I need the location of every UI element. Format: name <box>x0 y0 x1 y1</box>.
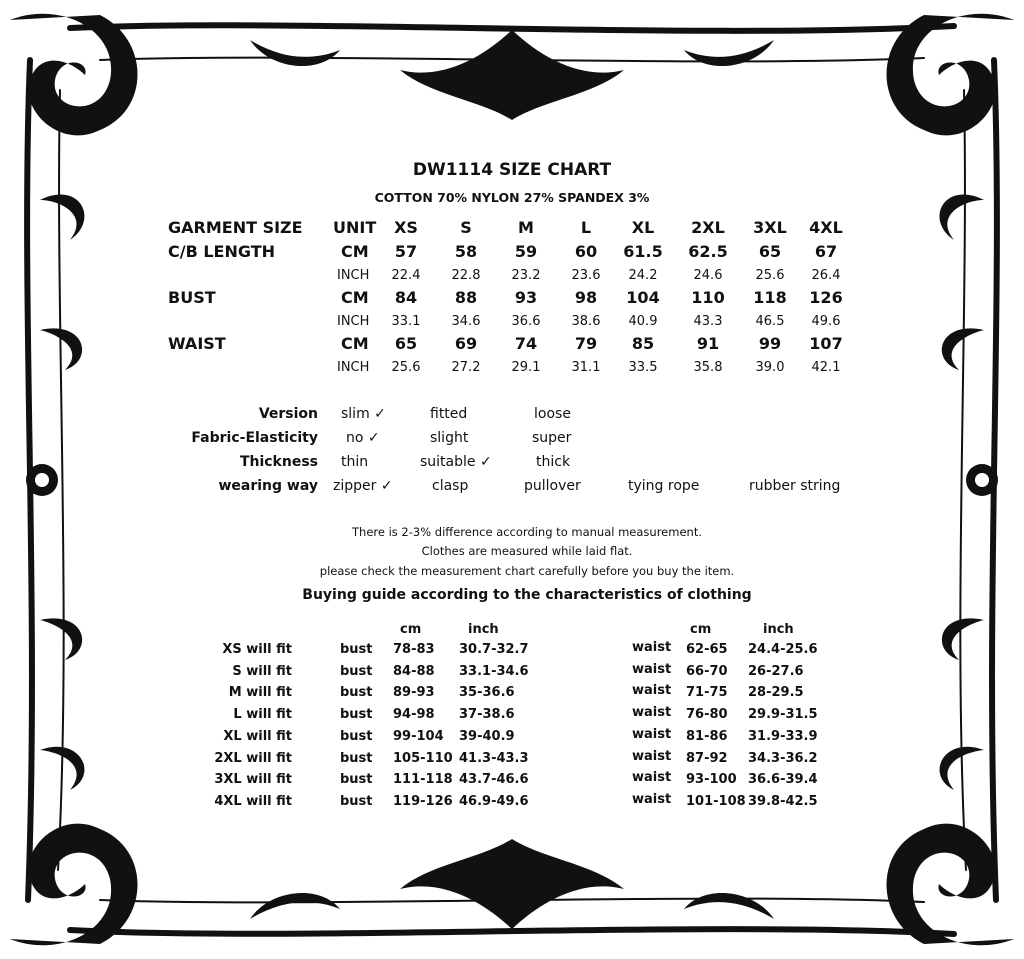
guide-bust-label: bust <box>340 664 373 679</box>
value-inch: 40.9 <box>628 314 658 329</box>
attribute-option: pullover <box>524 478 581 494</box>
value-inch: 39.0 <box>755 360 785 375</box>
value-cm: 65 <box>394 334 418 353</box>
note-line: Clothes are measured while laid flat. <box>421 544 633 558</box>
attribute-option: zipper ✓ <box>333 478 393 494</box>
value-inch: 27.2 <box>451 360 481 375</box>
guide-bust-cm: 111-118 <box>393 772 453 787</box>
measurement-label: BUST <box>168 288 216 307</box>
size-header: XL <box>631 218 655 237</box>
guide-bust-cm: 105-110 <box>393 751 453 766</box>
attribute-option: super <box>532 430 572 446</box>
guide-bust-label: bust <box>340 685 373 700</box>
guide-waist-label: waist <box>632 749 672 764</box>
guide-bust-cm: 78-83 <box>393 642 435 657</box>
value-cm: 118 <box>753 288 787 307</box>
guide-fit-label: S will fit <box>232 664 292 679</box>
attribute-option: thick <box>536 454 571 470</box>
value-cm: 74 <box>514 334 538 353</box>
value-cm: 58 <box>454 242 478 261</box>
value-inch: 29.1 <box>511 360 541 375</box>
value-cm: 98 <box>574 288 598 307</box>
value-cm: 84 <box>394 288 418 307</box>
value-cm: 69 <box>454 334 478 353</box>
value-inch: 23.6 <box>571 268 601 283</box>
attribute-label: Fabric-Elasticity <box>191 430 318 446</box>
guide-waist-inch: 34.3-36.2 <box>748 751 818 766</box>
guide-col-cm-waist: cm <box>690 622 712 637</box>
attribute-option: suitable ✓ <box>420 454 492 470</box>
guide-waist-cm: 87-92 <box>686 751 728 766</box>
guide-fit-label: XS will fit <box>222 642 292 657</box>
value-inch: 36.6 <box>511 314 541 329</box>
guide-waist-label: waist <box>632 640 672 655</box>
guide-waist-label: waist <box>632 727 672 742</box>
attribute-option: fitted <box>430 406 468 422</box>
value-inch: 22.8 <box>451 268 481 283</box>
size-header: S <box>460 218 472 237</box>
guide-fit-label: 4XL will fit <box>214 794 292 809</box>
size-header: L <box>580 218 592 237</box>
measurement-label: C/B LENGTH <box>168 242 276 261</box>
guide-bust-label: bust <box>340 642 373 657</box>
attribute-option: no ✓ <box>346 430 380 446</box>
value-inch: 22.4 <box>391 268 421 283</box>
guide-waist-inch: 31.9-33.9 <box>748 729 818 744</box>
size-header: 2XL <box>691 218 725 237</box>
guide-fit-label: 3XL will fit <box>214 772 292 787</box>
guide-waist-label: waist <box>632 662 672 677</box>
guide-bust-label: bust <box>340 729 373 744</box>
guide-bust-cm: 94-98 <box>393 707 435 722</box>
guide-bust-inch: 30.7-32.7 <box>459 642 529 657</box>
guide-bust-label: bust <box>340 751 373 766</box>
size-header: M <box>518 218 534 237</box>
guide-bust-label: bust <box>340 794 373 809</box>
guide-fit-label: M will fit <box>228 685 292 700</box>
unit-cm: CM <box>341 288 369 307</box>
value-cm: 107 <box>809 334 843 353</box>
chart-title: DW1114 SIZE CHART <box>412 160 612 180</box>
value-cm: 62.5 <box>688 242 728 261</box>
guide-bust-label: bust <box>340 707 373 722</box>
unit-inch: INCH <box>337 360 370 375</box>
attribute-label: Thickness <box>239 454 318 470</box>
value-cm: 61.5 <box>623 242 663 261</box>
guide-bust-cm: 119-126 <box>393 794 453 809</box>
value-inch: 23.2 <box>511 268 541 283</box>
guide-waist-cm: 76-80 <box>686 707 728 722</box>
note-line: There is 2-3% difference according to manual measurement. <box>352 525 702 539</box>
guide-bust-cm: 89-93 <box>393 685 435 700</box>
guide-waist-cm: 93-100 <box>686 772 737 787</box>
value-inch: 43.3 <box>693 314 723 329</box>
size-header: 3XL <box>753 218 787 237</box>
value-cm: 93 <box>514 288 538 307</box>
guide-waist-label: waist <box>632 770 672 785</box>
size-header: XS <box>394 218 418 237</box>
value-inch: 26.4 <box>811 268 841 283</box>
guide-bust-label: bust <box>340 772 373 787</box>
unit-cm: CM <box>341 242 369 261</box>
value-inch: 33.1 <box>391 314 421 329</box>
guide-waist-inch: 24.4-25.6 <box>748 642 818 657</box>
value-inch: 49.6 <box>811 314 841 329</box>
size-header: 4XL <box>809 218 843 237</box>
guide-fit-label: 2XL will fit <box>214 751 292 766</box>
value-cm: 59 <box>514 242 538 261</box>
guide-bust-inch: 35-36.6 <box>459 685 515 700</box>
guide-col-inch: inch <box>468 622 499 637</box>
value-cm: 126 <box>809 288 843 307</box>
value-inch: 35.8 <box>693 360 723 375</box>
guide-waist-cm: 62-65 <box>686 642 728 657</box>
guide-bust-inch: 46.9-49.6 <box>459 794 529 809</box>
attribute-label: Version <box>258 406 318 422</box>
guide-bust-inch: 43.7-46.6 <box>459 772 529 787</box>
guide-waist-cm: 101-108 <box>686 794 746 809</box>
value-cm: 110 <box>691 288 725 307</box>
guide-waist-label: waist <box>632 705 672 720</box>
value-inch: 31.1 <box>571 360 601 375</box>
value-cm: 99 <box>758 334 782 353</box>
guide-waist-cm: 81-86 <box>686 729 728 744</box>
guide-waist-inch: 26-27.6 <box>748 664 804 679</box>
guide-bust-cm: 84-88 <box>393 664 435 679</box>
value-cm: 57 <box>394 242 418 261</box>
fabric-composition: COTTON 70% NYLON 27% SPANDEX 3% <box>374 190 650 205</box>
guide-title: Buying guide according to the characteristics of clothing <box>302 587 752 603</box>
value-cm: 88 <box>454 288 478 307</box>
value-cm: 85 <box>631 334 655 353</box>
guide-waist-label: waist <box>632 792 672 807</box>
value-inch: 25.6 <box>755 268 785 283</box>
guide-waist-inch: 29.9-31.5 <box>748 707 818 722</box>
guide-col-cm: cm <box>400 622 422 637</box>
value-inch: 46.5 <box>755 314 785 329</box>
guide-bust-inch: 39-40.9 <box>459 729 515 744</box>
guide-fit-label: XL will fit <box>223 729 292 744</box>
value-cm: 104 <box>626 288 660 307</box>
value-inch: 24.2 <box>628 268 658 283</box>
value-cm: 67 <box>814 242 838 261</box>
guide-col-inch-waist: inch <box>763 622 794 637</box>
guide-waist-cm: 66-70 <box>686 664 728 679</box>
attribute-option: slight <box>430 430 469 446</box>
guide-bust-inch: 37-38.6 <box>459 707 515 722</box>
value-inch: 38.6 <box>571 314 601 329</box>
attribute-option: slim ✓ <box>341 406 386 422</box>
value-inch: 24.6 <box>693 268 723 283</box>
measurement-label: WAIST <box>168 334 226 353</box>
unit-inch: INCH <box>337 314 370 329</box>
value-inch: 42.1 <box>811 360 841 375</box>
guide-waist-cm: 71-75 <box>686 685 728 700</box>
value-inch: 34.6 <box>451 314 481 329</box>
value-cm: 60 <box>574 242 598 261</box>
value-inch: 33.5 <box>628 360 658 375</box>
guide-bust-cm: 99-104 <box>393 729 444 744</box>
guide-bust-inch: 33.1-34.6 <box>459 664 529 679</box>
unit-inch: INCH <box>337 268 370 283</box>
guide-fit-label: L will fit <box>233 707 292 722</box>
guide-waist-inch: 28-29.5 <box>748 685 804 700</box>
attribute-option: rubber string <box>749 478 841 494</box>
attribute-option: clasp <box>432 478 469 494</box>
guide-waist-label: waist <box>632 683 672 698</box>
size-table-header-label: GARMENT SIZE <box>168 218 303 237</box>
attribute-option: loose <box>534 406 571 422</box>
value-cm: 91 <box>696 334 720 353</box>
guide-waist-inch: 39.8-42.5 <box>748 794 818 809</box>
guide-waist-inch: 36.6-39.4 <box>748 772 818 787</box>
value-cm: 65 <box>758 242 782 261</box>
note-line: please check the measurement chart carefully before you buy the item. <box>319 564 735 578</box>
attribute-option: tying rope <box>628 478 700 494</box>
size-table-unit-label: UNIT <box>333 218 377 237</box>
value-inch: 25.6 <box>391 360 421 375</box>
unit-cm: CM <box>341 334 369 353</box>
attribute-option: thin <box>341 454 369 470</box>
attribute-label: wearing way <box>218 478 318 494</box>
guide-bust-inch: 41.3-43.3 <box>459 751 529 766</box>
value-cm: 79 <box>574 334 598 353</box>
